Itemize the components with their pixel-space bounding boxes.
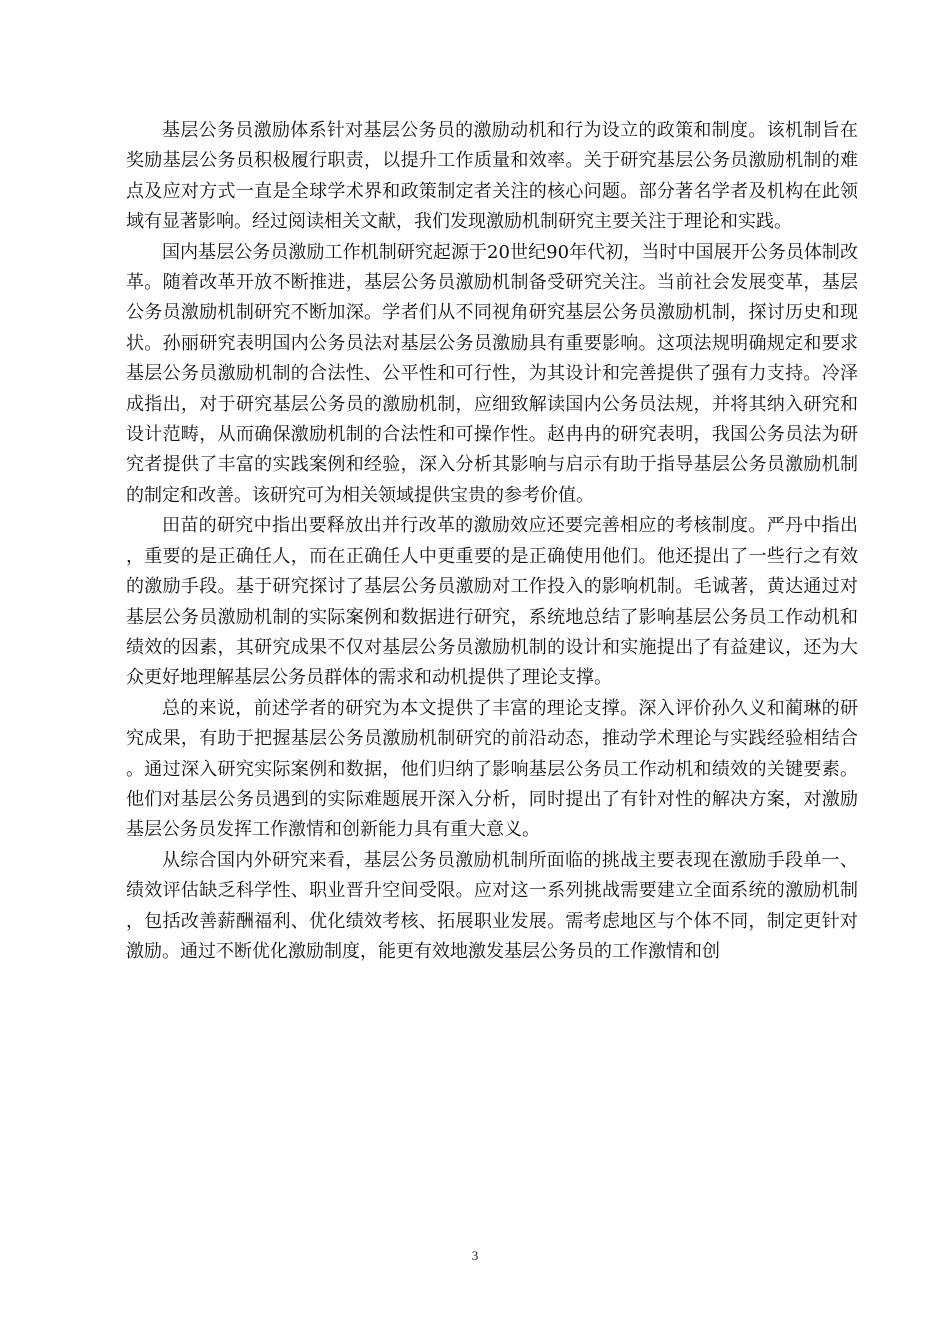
paragraph-2: 国内基层公务员激励工作机制研究起源于20世纪90年代初，当时中国展开公务员体制改革。随着改革开放不断推进，基层公务员激励机制备受研究关注。当前社会发展变革，基层公务员激励机制研究不断加深。学者们从不同视角研究基层公务员激励机制，探讨历史和现状。孙丽研究表明国内公务员法对基层公务员激励具有重要影响。这项法规明确规定和要求基层公务员激励机制的合法性、公平性和可行性，为其设计和完善提供了强有力支持。冷泽成指出，对于研究基层公务员的激励机制，应细致解读国内公务员法规，并将其纳入研究和设计范畴，从而确保激励机制的合法性和可操作性。赵冉冉的研究表明，我国公务员法为研究者提供了丰富的实践案例和经验，深入分析其影响与启示有助于指导基层公务员激励机制的制定和改善。该研究可为相关领域提供宝贵的参考价值。	[126, 241, 858, 506]
paragraph-5: 从综合国内外研究来看，基层公务员激励机制所面临的挑战主要表现在激励手段单一、绩效评估缺乏科学性、职业晋升空间受限。应对这一系列挑战需要建立全面系统的激励机制，包括改善薪酬福利、优化绩效考核、拓展职业发展。需考虑地区与个体不同，制定更针对激励。通过不断优化激励制度，能更有效地激发基层公务员的工作激情和创	[126, 849, 858, 962]
paragraph-4: 总的来说，前述学者的研究为本文提供了丰富的理论支撑。深入评价孙久义和蔺琳的研究成果，有助于把握基层公务员激励机制研究的前沿动态，推动学术理论与实践经验相结合。通过深入研究实际案例和数据，他们归纳了影响基层公务员工作动机和绩效的关键要素。他们对基层公务员遇到的实际难题展开深入分析，同时提出了有针对性的解决方案，对激励基层公务员发挥工作激情和创新能力具有重大意义。	[126, 697, 858, 841]
paragraph-3: 田苗的研究中指出要释放出并行改革的激励效应还要完善相应的考核制度。严丹中指出，重要的是正确任人，而在正确任人中更重要的是正确使用他们。他还提出了一些行之有效的激励手段。基于研究探讨了基层公务员激励对工作投入的影响机制。毛诚著，黄达通过对基层公务员激励机制的实际案例和数据进行研究，系统地总结了影响基层公务员工作动机和绩效的因素，其研究成果不仅对基层公务员激励机制的设计和实施提出了有益建议，还为大众更好地理解基层公务员群体的需求和动机提供了理论支撑。	[126, 515, 858, 689]
body-text	[126, 116, 858, 967]
page-number: 3	[471, 1248, 479, 1263]
paragraph-1: 基层公务员激励体系针对基层公务员的激励动机和行为设立的政策和制度。该机制旨在奖励基层公务员积极履行职责，以提升工作质量和效率。关于研究基层公务员激励机制的难点及应对方式一直是全球学术界和政策制定者关注的核心问题。部分著名学者及机构在此领域有显著影响。经过阅读相关文献，我们发现激励机制研究主要关注于理论和实践。	[126, 120, 858, 233]
